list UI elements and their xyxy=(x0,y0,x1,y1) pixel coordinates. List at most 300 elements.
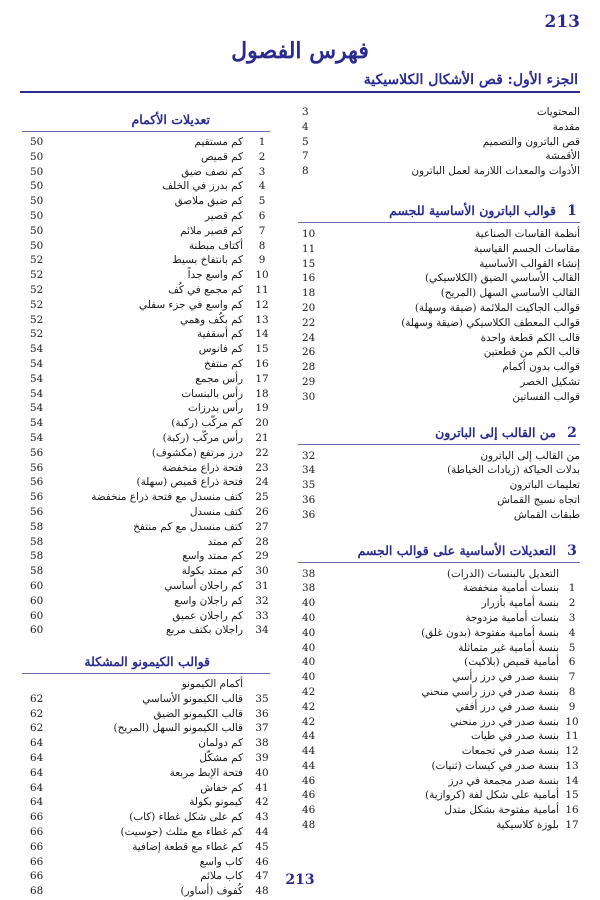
toc-entry xyxy=(22,825,270,840)
entry-title: كتف منسدل مع كم منتفخ xyxy=(133,520,243,533)
entry-title: قالب الكيمونو الضيق xyxy=(153,707,243,720)
toc-entry xyxy=(298,803,580,818)
entry-number: 11 xyxy=(255,283,269,296)
entry-title: تشكيل الخصر xyxy=(520,375,580,388)
entry-number: 20 xyxy=(255,417,269,430)
entry-title: بنسة أمامية مفتوحة (بدون غلق) xyxy=(421,626,559,639)
entry-title: كم ممتد xyxy=(207,535,243,548)
toc-entry xyxy=(22,298,270,313)
entry-title: كم قصير ملائم xyxy=(180,224,243,237)
entry-title: قالب الكم قطعة واحدة xyxy=(480,331,580,344)
entry-page: 28 xyxy=(302,361,316,374)
entry-page: 66 xyxy=(30,870,44,883)
chapter-rule xyxy=(298,562,580,563)
entry-title: رأس مركّب (ركبة) xyxy=(162,431,243,444)
toc-entry xyxy=(22,475,270,490)
toc-entry xyxy=(298,105,580,120)
entry-number: 28 xyxy=(255,535,269,548)
toc-entry xyxy=(22,165,270,180)
toc-entry xyxy=(298,700,580,715)
entry-page: 64 xyxy=(30,781,44,794)
entry-title: كم ممتد واسع xyxy=(182,550,243,563)
toc-entry xyxy=(298,788,580,803)
entry-page: 44 xyxy=(302,759,316,772)
entry-page: 46 xyxy=(302,804,316,817)
entry-title: كم غطاء مع مثلث (جوسيت) xyxy=(120,826,243,839)
entry-title: فتحة الإبط مربعة xyxy=(169,766,243,779)
entry-title: كم بدرز في الخلف xyxy=(162,180,243,193)
entry-title: بنسة صدر في طيات xyxy=(470,730,559,743)
part-title: الجزء الأول: قص الأشكال الكلاسيكية xyxy=(363,72,578,88)
entry-number: 16 xyxy=(255,357,269,370)
entry-title: كاب واسع xyxy=(199,855,243,868)
entry-number: 34 xyxy=(255,624,269,637)
entry-number: 27 xyxy=(255,520,269,533)
toc-entry xyxy=(298,301,580,316)
chapter-number: 2 xyxy=(567,424,577,441)
entry-title: كتف منسدل xyxy=(189,505,243,518)
entry-title: درز مرتفع (مكشوف) xyxy=(151,446,243,459)
entry-page: 68 xyxy=(30,885,44,898)
entry-page: 48 xyxy=(302,819,316,832)
chapter-heading xyxy=(298,541,580,561)
chapter-title: من القالب إلى الباترون xyxy=(435,424,556,440)
entry-page: 54 xyxy=(30,402,44,415)
entry-title: بنسات أمامية منخفضة xyxy=(463,582,559,595)
entry-number: 47 xyxy=(255,870,269,883)
toc-entry xyxy=(298,508,580,523)
entry-title: اتجاه نسيج القماش xyxy=(497,493,580,506)
entry-number: 29 xyxy=(255,550,269,563)
entry-page: 50 xyxy=(30,209,44,222)
chapter-rule xyxy=(298,444,580,445)
toc-entry xyxy=(298,581,580,596)
entry-title: أكمام الكيمونو xyxy=(181,678,243,691)
page-number-bottom: 213 xyxy=(285,872,315,888)
entry-page: 50 xyxy=(30,224,44,237)
entry-page: 32 xyxy=(302,449,316,462)
entry-title: كم بانتفاخ بسيط xyxy=(172,254,243,267)
entry-number: 6 xyxy=(568,656,576,669)
entry-page: 4 xyxy=(302,120,309,133)
entry-page: 40 xyxy=(302,671,316,684)
entry-number: 5 xyxy=(568,641,576,654)
entry-title: كم مشكّل xyxy=(199,752,243,765)
chapter-1 xyxy=(298,201,580,405)
entry-title: بدلات الحياكة (زيادات الخياطة) xyxy=(447,464,580,477)
entry-title: كم راجلان واسع xyxy=(174,594,243,607)
entry-number: 42 xyxy=(255,796,269,809)
entry-page: 58 xyxy=(30,565,44,578)
entry-title: طبقات القماش xyxy=(513,508,580,521)
entry-title: قالب الكم من قطعتين xyxy=(483,346,580,359)
entry-page: 50 xyxy=(30,136,44,148)
entry-page: 56 xyxy=(30,491,44,504)
entry-title: بنسة أمامية بأزرار xyxy=(481,597,559,610)
entry-number: 8 xyxy=(568,685,576,698)
entry-title: الأدوات والمعدات اللازمة لعمل الباترون xyxy=(411,165,580,178)
entry-page: 56 xyxy=(30,505,44,518)
entry-title: فتحة ذراع منخفضة xyxy=(162,461,243,474)
entry-title: كم ضيق ملاصق xyxy=(174,195,243,208)
entry-number: 21 xyxy=(255,431,269,444)
entry-page: 56 xyxy=(30,461,44,474)
toc-entry xyxy=(298,257,580,272)
entry-title: تعليمات الباترون xyxy=(509,479,580,492)
entry-page: 60 xyxy=(30,594,44,607)
entry-title: كيمونو بكولة xyxy=(189,796,243,809)
section-rule xyxy=(22,673,270,674)
entry-title: بنسة صدر في درز أفقي xyxy=(455,700,559,713)
entry-page: 5 xyxy=(302,135,309,148)
toc-entry xyxy=(22,268,270,283)
entry-number: 31 xyxy=(255,579,269,592)
entry-number: 19 xyxy=(255,402,269,415)
toc-entry xyxy=(22,795,270,810)
entry-number: 35 xyxy=(255,692,269,705)
toc-entry xyxy=(22,594,270,609)
entry-number: 40 xyxy=(255,766,269,779)
entry-title: كتف منسدل مع فتحة ذراع منخفضة xyxy=(91,491,243,504)
toc-entry xyxy=(22,855,270,870)
toc-entry xyxy=(22,401,270,416)
toc-entry xyxy=(298,729,580,744)
entry-page: 8 xyxy=(302,165,309,178)
toc-entry xyxy=(298,463,580,478)
toc-entry xyxy=(22,179,270,194)
entry-page: 60 xyxy=(30,579,44,592)
entry-title: بنسة صدر في كيسات (ثنيات) xyxy=(431,759,559,772)
entry-title: كم واسع جداً xyxy=(187,269,243,282)
toc-left-column xyxy=(22,110,270,899)
toc-entry xyxy=(298,626,580,641)
entry-page: 56 xyxy=(30,476,44,489)
entry-number: 26 xyxy=(255,505,269,518)
entry-title: كم أسقفية xyxy=(197,328,243,341)
chapter-heading xyxy=(298,423,580,443)
toc-entry xyxy=(298,375,580,390)
entry-number: 32 xyxy=(255,594,269,607)
entry-page: 34 xyxy=(302,464,316,477)
entry-page: 10 xyxy=(302,227,316,240)
toc-entry xyxy=(22,135,270,150)
toc-entry xyxy=(298,164,580,179)
toc-entry xyxy=(298,449,580,464)
section-heading: قوالب الكيمونو المشكلة xyxy=(84,654,210,670)
entry-title: كم خفاش xyxy=(200,781,243,794)
toc-entry xyxy=(22,721,270,736)
entry-title: كم راجلان أساسي xyxy=(164,579,243,592)
toc-entry xyxy=(22,579,270,594)
entry-number: 46 xyxy=(255,855,269,868)
toc-entry xyxy=(298,493,580,508)
chapter-title: قوالب الباترون الأساسية للجسم xyxy=(389,202,556,218)
page-number-top: 213 xyxy=(544,12,580,32)
entry-page: 52 xyxy=(30,313,44,326)
front-matter-list xyxy=(298,105,580,179)
chapter-3 xyxy=(298,541,580,833)
toc-entry xyxy=(298,478,580,493)
entry-number: 22 xyxy=(255,446,269,459)
toc-entry xyxy=(22,564,270,579)
toc-entry xyxy=(298,271,580,286)
toc-entry xyxy=(298,759,580,774)
toc-entry xyxy=(22,461,270,476)
entry-title: أنظمة القاسات الصناعية xyxy=(475,227,580,240)
entry-title: كم قميص xyxy=(200,150,243,163)
entry-title: راجلان بكتف مربع xyxy=(165,624,243,637)
entry-title: كُفوف (أساور) xyxy=(180,885,243,898)
entry-title: رأس مجمع xyxy=(195,372,243,385)
entry-page: 62 xyxy=(30,692,44,705)
entry-number: 16 xyxy=(565,804,579,817)
entry-number: 15 xyxy=(255,343,269,356)
entry-title: قوالب المعطف الكلاسيكي (ضيقة وسهلة) xyxy=(401,316,580,329)
chapter-title: التعديلات الأساسية على قوالب الجسم xyxy=(357,542,556,558)
entry-title: من القالب إلى الباترون xyxy=(480,449,580,462)
entry-title: بنسة صدر في درز رأسي xyxy=(452,671,559,684)
entry-title: كم بكُف وهمي xyxy=(179,313,243,326)
toc-entry xyxy=(22,416,270,431)
toc-entry xyxy=(298,670,580,685)
entry-title: المحتويات xyxy=(536,106,580,118)
toc-entry xyxy=(298,390,580,405)
entry-page: 18 xyxy=(302,287,316,300)
toc-entry xyxy=(22,840,270,855)
toc-entry xyxy=(22,766,270,781)
entry-number: 43 xyxy=(255,811,269,824)
entry-title: بنسة صدر في درز منحني xyxy=(450,715,559,728)
entry-title: قوالب الجاكيت الملائمة (ضيقة وسهلة) xyxy=(414,301,580,314)
entry-title: بنسة صدر مجمعة في درز xyxy=(448,774,559,787)
entry-page: 42 xyxy=(302,715,316,728)
entry-number: 14 xyxy=(565,774,579,787)
chapter-number: 1 xyxy=(567,202,577,219)
entry-page: 46 xyxy=(302,774,316,787)
kimono-section xyxy=(22,652,270,899)
toc-entry xyxy=(298,242,580,257)
part-title-rule xyxy=(20,91,580,93)
entry-title: كم منتفخ xyxy=(204,357,243,370)
entry-title: مقاسات الجسم القياسية xyxy=(473,242,580,255)
entry-title: كم مستقيم xyxy=(194,136,243,148)
entry-page: 50 xyxy=(30,165,44,178)
entry-number: 3 xyxy=(568,611,576,624)
entry-number: 3 xyxy=(258,165,266,178)
entry-number: 33 xyxy=(255,609,269,622)
entry-number: 18 xyxy=(255,387,269,400)
entry-page: 36 xyxy=(302,508,316,521)
entry-page: 56 xyxy=(30,446,44,459)
entry-number: 7 xyxy=(258,224,266,237)
entry-page: 40 xyxy=(302,611,316,624)
entry-title: قوالب بدون أكمام xyxy=(502,361,580,374)
toc-entry xyxy=(298,715,580,730)
entry-page: 58 xyxy=(30,520,44,533)
toc-entry xyxy=(22,535,270,550)
entry-title: كاب ملائم xyxy=(200,870,243,883)
entry-page: 50 xyxy=(30,150,44,163)
entry-page: 16 xyxy=(302,272,316,285)
toc-entry xyxy=(22,520,270,535)
entry-number: 6 xyxy=(258,209,266,222)
chapter-2 xyxy=(298,423,580,523)
entry-number: 14 xyxy=(255,328,269,341)
toc-entry xyxy=(22,707,270,722)
entry-page: 42 xyxy=(302,700,316,713)
entry-title: بنسة أمامية غير متماثلة xyxy=(458,641,559,654)
toc-entry xyxy=(22,781,270,796)
entry-title: كم على شكل غطاء (كاب) xyxy=(129,811,243,824)
entry-page: 7 xyxy=(302,150,309,163)
entry-page: 36 xyxy=(302,493,316,506)
toc-entry xyxy=(22,810,270,825)
entry-page: 40 xyxy=(302,656,316,669)
entry-page: 62 xyxy=(30,707,44,720)
entry-title: قالب الكيمونو الأساسي xyxy=(142,692,243,705)
toc-entry xyxy=(298,774,580,789)
entry-page: 15 xyxy=(302,257,316,270)
entry-number: 12 xyxy=(255,298,269,311)
entry-title: مقدمة xyxy=(552,120,580,133)
entry-page: 54 xyxy=(30,357,44,370)
entry-title: القالب الأساسي السهل (المريح) xyxy=(440,287,580,300)
entry-page: 46 xyxy=(302,789,316,802)
entry-number: 7 xyxy=(568,671,576,684)
entry-page: 60 xyxy=(30,609,44,622)
entry-page: 64 xyxy=(30,737,44,750)
toc-entry xyxy=(22,313,270,328)
entry-title: كم فانوس xyxy=(198,343,243,356)
entry-page: 66 xyxy=(30,855,44,868)
toc-entry xyxy=(298,744,580,759)
toc-entry xyxy=(22,224,270,239)
toc-entry xyxy=(298,360,580,375)
entry-title: بلوزة كلاسيكية xyxy=(496,819,559,832)
entry-title: كم واسع في جزء سفلي xyxy=(139,298,243,311)
toc-entry xyxy=(298,685,580,700)
toc-entry xyxy=(298,818,580,833)
entry-title: قص الباترون والتصميم xyxy=(482,135,580,148)
entry-page: 54 xyxy=(30,343,44,356)
entry-page: 40 xyxy=(302,626,316,639)
toc-entry xyxy=(298,149,580,164)
entry-page: 22 xyxy=(302,316,316,329)
entry-number: 17 xyxy=(255,372,269,385)
toc-entry xyxy=(22,490,270,505)
entry-page: 58 xyxy=(30,550,44,563)
toc-entry xyxy=(22,253,270,268)
entry-number: 9 xyxy=(258,254,266,267)
entry-number: 9 xyxy=(568,700,576,713)
sleeves-section xyxy=(22,110,270,638)
entry-page: 52 xyxy=(30,298,44,311)
toc-entry xyxy=(22,677,270,692)
entry-number: 44 xyxy=(255,826,269,839)
entry-title: أمامية على شكل لفة (كروازية) xyxy=(425,789,559,802)
entry-title: قالب الكيمونو السهل (المريح) xyxy=(113,722,243,735)
entry-title: التعديل بالبنسات (الدرات) xyxy=(446,567,559,580)
toc-entry xyxy=(22,283,270,298)
entry-number: 41 xyxy=(255,781,269,794)
toc-entry xyxy=(22,692,270,707)
entry-page: 54 xyxy=(30,417,44,430)
entry-title: أمامية مفتوحة بشكل متدل xyxy=(444,804,559,817)
entry-number: 1 xyxy=(258,136,266,148)
entry-page: 20 xyxy=(302,301,316,314)
entry-title: كم غطاء مع قطعة إضافية xyxy=(132,840,243,853)
entry-title: إنشاء القوالب الأساسية xyxy=(479,257,580,270)
toc-entry xyxy=(298,611,580,626)
entry-number: 37 xyxy=(255,722,269,735)
toc-entry xyxy=(22,446,270,461)
toc-entry xyxy=(298,286,580,301)
entry-number: 39 xyxy=(255,752,269,765)
entry-page: 29 xyxy=(302,375,316,388)
entry-page: 52 xyxy=(30,283,44,296)
entry-number: 1 xyxy=(568,582,576,595)
entry-number: 38 xyxy=(255,737,269,750)
entry-page: 40 xyxy=(302,597,316,610)
entry-page: 64 xyxy=(30,796,44,809)
entry-number: 10 xyxy=(565,715,579,728)
toc-entry xyxy=(22,327,270,342)
entry-page: 38 xyxy=(302,567,316,580)
entry-number: 11 xyxy=(565,730,579,743)
entry-title: كم ممتد بكولة xyxy=(181,565,243,578)
entry-number: 30 xyxy=(255,565,269,578)
entry-title: رأس بدرزات xyxy=(188,402,243,415)
toc-entry xyxy=(22,239,270,254)
entry-number: 48 xyxy=(255,885,269,898)
entry-page: 50 xyxy=(30,239,44,252)
entry-page: 54 xyxy=(30,387,44,400)
entry-number: 2 xyxy=(568,597,576,610)
entry-title: كم راجلان عميق xyxy=(172,609,243,622)
entry-page: 66 xyxy=(30,840,44,853)
entry-number: 4 xyxy=(258,180,266,193)
section-heading: تعديلات الأكمام xyxy=(131,112,210,127)
toc-entry xyxy=(22,150,270,165)
page-title: فهرس الفصول xyxy=(231,38,369,64)
entry-page: 60 xyxy=(30,624,44,637)
entry-page: 54 xyxy=(30,372,44,385)
toc-entry xyxy=(22,342,270,357)
entry-page: 62 xyxy=(30,722,44,735)
toc-entry xyxy=(22,209,270,224)
toc-entry xyxy=(298,316,580,331)
entry-title: قوالب الفساتين xyxy=(512,390,580,403)
entry-title: أكتاف مبطنة xyxy=(188,239,243,252)
entry-number: 2 xyxy=(258,150,266,163)
toc-entry xyxy=(298,120,580,135)
toc-entry xyxy=(298,345,580,360)
chapter-rule xyxy=(298,222,580,223)
entry-page: 40 xyxy=(302,641,316,654)
entry-page: 54 xyxy=(30,431,44,444)
toc-right-column xyxy=(298,105,580,833)
entry-title: الأقمشة xyxy=(545,150,580,163)
toc-entry xyxy=(22,372,270,387)
entry-page: 64 xyxy=(30,766,44,779)
entry-title: بنسة صدر في درز رأسي منحني xyxy=(421,685,559,698)
entry-number: 13 xyxy=(565,759,579,772)
entry-page: 50 xyxy=(30,195,44,208)
entry-number: 17 xyxy=(565,819,579,832)
entry-title: فتحة ذراع قميص (سهلة) xyxy=(136,476,243,489)
entry-page: 58 xyxy=(30,535,44,548)
entry-number: 12 xyxy=(565,745,579,758)
